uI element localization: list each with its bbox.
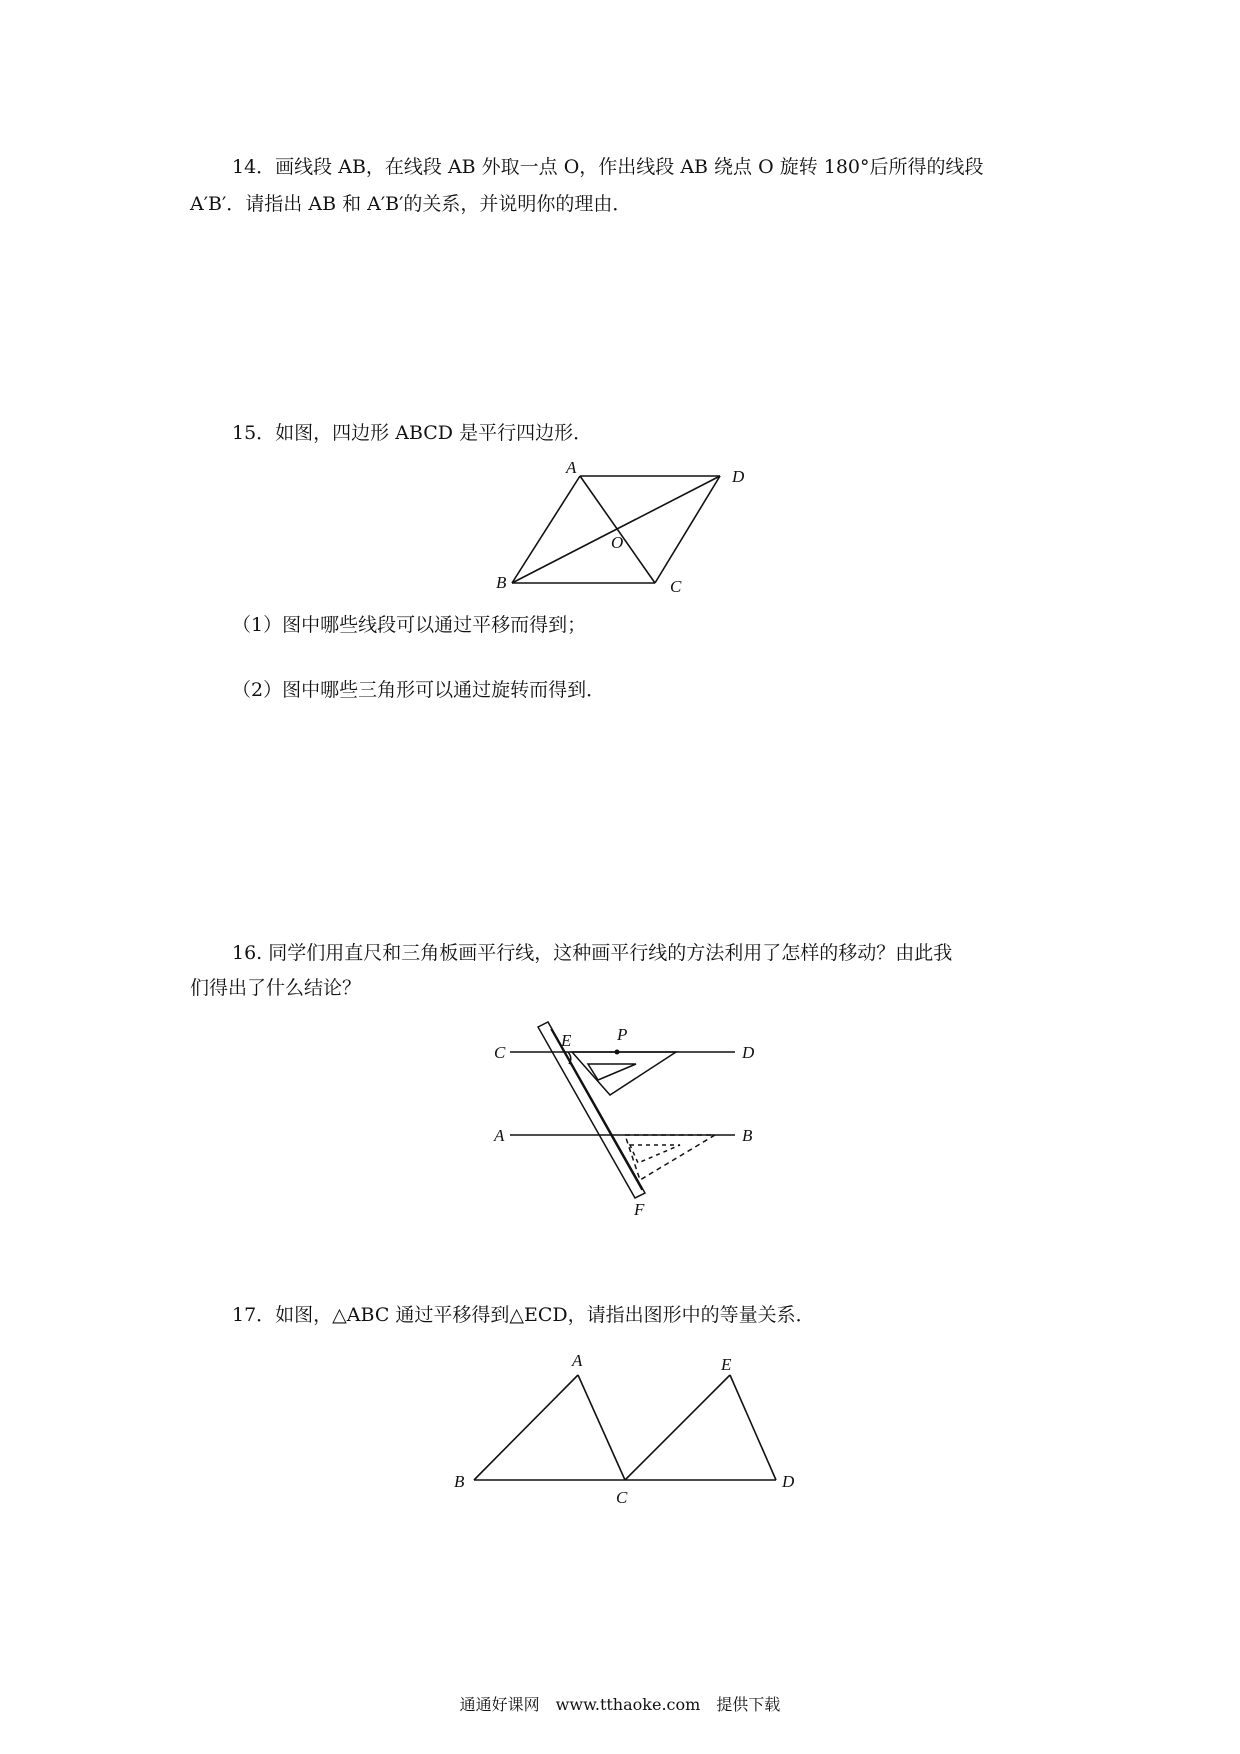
q15-sub-2: （2）图中哪些三角形可以通过旋转而得到． [232, 679, 606, 701]
side-ac17 [578, 1375, 625, 1480]
label-d: D [732, 467, 745, 486]
q16-line-2: 们得出了什么结论？ [190, 977, 362, 999]
page-footer: 通通好课网 www.tthaoke.com 提供下载 [459, 1695, 781, 1714]
label-e17: E [721, 1355, 732, 1374]
label-f16: F [634, 1200, 645, 1219]
label-c: C [670, 577, 682, 596]
q17-intro: 17．如图，△ABC 通过平移得到△ECD，请指出图形中的等量关系． [232, 1304, 815, 1326]
q16-line-1: 16. 同学们用直尺和三角板画平行线，这种画平行线的方法利用了怎样的移动？由此我 [232, 942, 953, 964]
label-e16: E [561, 1031, 572, 1050]
q14-line-2: A′B′．请指出 AB 和 A′B′的关系，并说明你的理由． [190, 193, 632, 215]
label-c17: C [616, 1488, 628, 1507]
label-p: P [617, 1025, 628, 1044]
label-c16: C [494, 1043, 506, 1062]
label-o: O [611, 533, 624, 552]
label-a16: A [494, 1126, 505, 1145]
label-d16: D [742, 1043, 755, 1062]
label-a17: A [572, 1351, 583, 1370]
label-a: A [566, 458, 577, 477]
side-ed17 [730, 1375, 776, 1480]
label-b17: B [454, 1472, 465, 1491]
label-d17: D [782, 1472, 795, 1491]
side-ce17 [625, 1375, 730, 1480]
label-b16: B [742, 1126, 753, 1145]
q15-sub-1: （1）图中哪些线段可以通过平移而得到； [232, 614, 587, 636]
q15-intro: 15．如图，四边形 ABCD 是平行四边形． [232, 422, 593, 444]
side-ba17 [474, 1375, 578, 1480]
label-b: B [496, 573, 507, 592]
q14-line-1: 14．画线段 AB，在线段 AB 外取一点 O，作出线段 AB 绕点 O 旋转 180°后所得的线段 [232, 156, 984, 178]
